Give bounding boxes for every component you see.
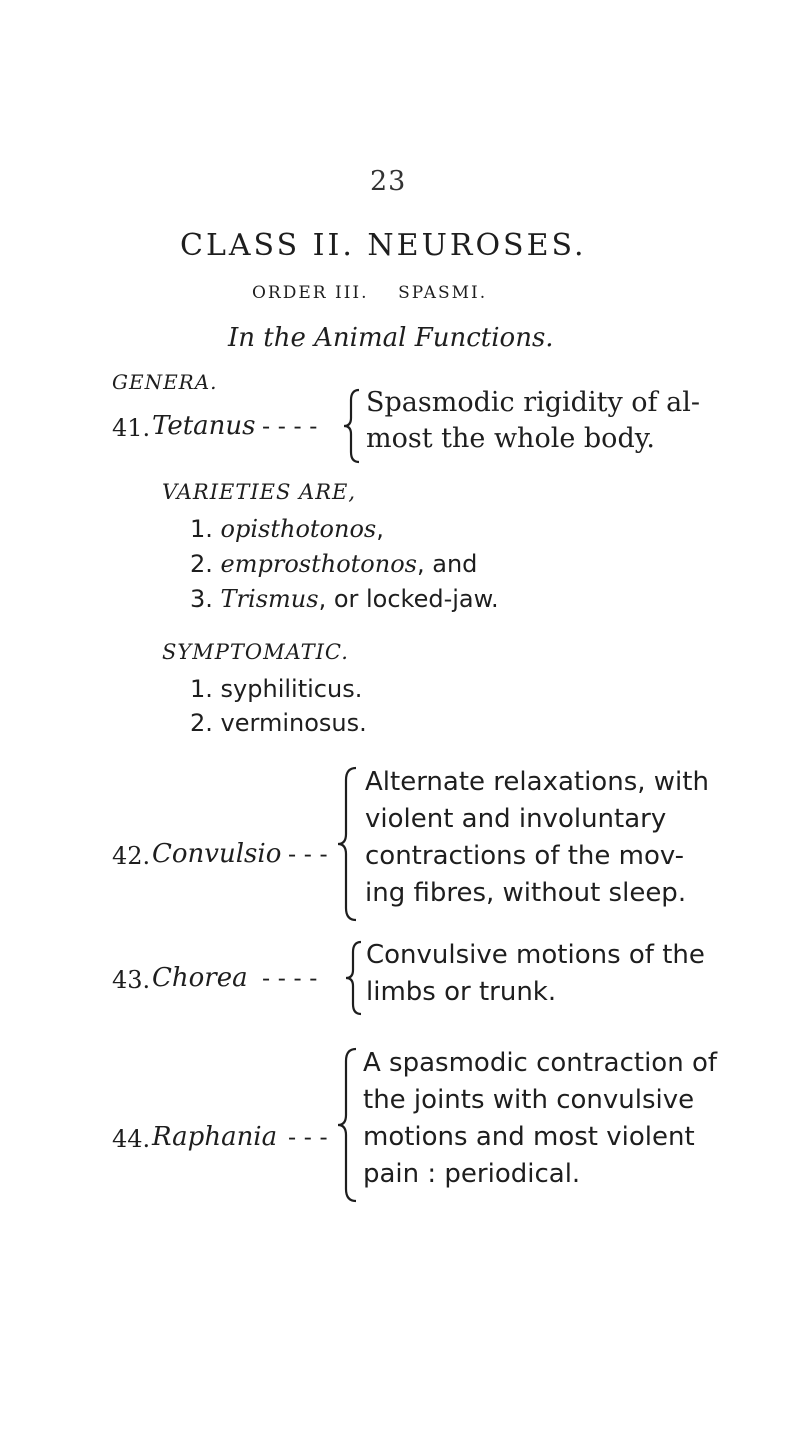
variety-name: opisthotonos xyxy=(220,515,377,543)
genera-label: GENERA. xyxy=(112,370,218,394)
variety-item xyxy=(190,550,477,578)
genus-description-line: Alternate relaxations, with xyxy=(365,767,709,797)
brace-icon xyxy=(342,386,362,466)
genus-number: 42. xyxy=(112,842,151,870)
genus-number: 43. xyxy=(112,966,151,994)
genus-name: Tetanus xyxy=(152,411,256,441)
genus-name: Chorea xyxy=(152,963,248,993)
brace-icon xyxy=(336,1045,360,1205)
genus-number: 41. xyxy=(112,414,151,442)
variety-name: emprosthotonos xyxy=(220,550,417,578)
functions-heading: In the Animal Functions. xyxy=(228,323,554,353)
genus-description-line: violent and involuntary xyxy=(365,804,667,834)
genus-description-line: Spasmodic rigidity of al- xyxy=(366,387,700,418)
variety-rest: , or locked-jaw. xyxy=(318,585,499,613)
genus-dashes: - - - - xyxy=(262,964,318,992)
brace-icon xyxy=(344,938,364,1018)
symptomatic-label: SYMPTOMATIC. xyxy=(162,640,349,664)
symptomatic-number: 1. xyxy=(190,675,213,703)
variety-item xyxy=(190,515,384,543)
symptomatic-text: syphiliticus. xyxy=(220,675,363,703)
class-heading: CLASS II. NEUROSES. xyxy=(180,228,587,263)
genus-description-line: the joints with convulsive xyxy=(363,1085,695,1115)
page-number: 23 xyxy=(370,166,407,197)
variety-item xyxy=(190,585,499,613)
order-heading: ORDER III. SPASMI. xyxy=(252,283,488,303)
genus-description-line: motions and most violent xyxy=(363,1122,695,1152)
genus-number: 44. xyxy=(112,1125,151,1153)
symptomatic-item xyxy=(190,709,367,737)
variety-name: Trismus xyxy=(220,585,319,613)
genus-dashes: - - - - xyxy=(262,412,318,440)
genus-description-line: most the whole body. xyxy=(366,423,655,454)
genus-name: Convulsio xyxy=(152,839,282,869)
symptomatic-text: verminosus. xyxy=(220,709,367,737)
variety-number: 2. xyxy=(190,550,213,578)
genus-dashes: - - - xyxy=(288,840,328,868)
variety-number: 3. xyxy=(190,585,213,613)
genus-description-line: limbs or trunk. xyxy=(366,977,557,1007)
genus-description-line: ing fibres, without sleep. xyxy=(365,878,687,908)
genus-name: Raphania xyxy=(152,1122,278,1152)
variety-rest: , and xyxy=(416,550,478,578)
genus-description-line: A spasmodic contraction of xyxy=(363,1048,718,1078)
variety-rest: , xyxy=(376,515,384,543)
varieties-label: VARIETIES ARE, xyxy=(162,480,357,504)
symptomatic-number: 2. xyxy=(190,709,213,737)
genus-description-line: pain : periodical. xyxy=(363,1159,581,1189)
variety-number: 1. xyxy=(190,515,213,543)
symptomatic-item xyxy=(190,675,362,703)
genus-dashes: - - - xyxy=(288,1123,328,1151)
genus-description-line: contractions of the mov- xyxy=(365,841,684,871)
brace-icon xyxy=(336,764,360,924)
genus-description-line: Convulsive motions of the xyxy=(366,940,705,970)
